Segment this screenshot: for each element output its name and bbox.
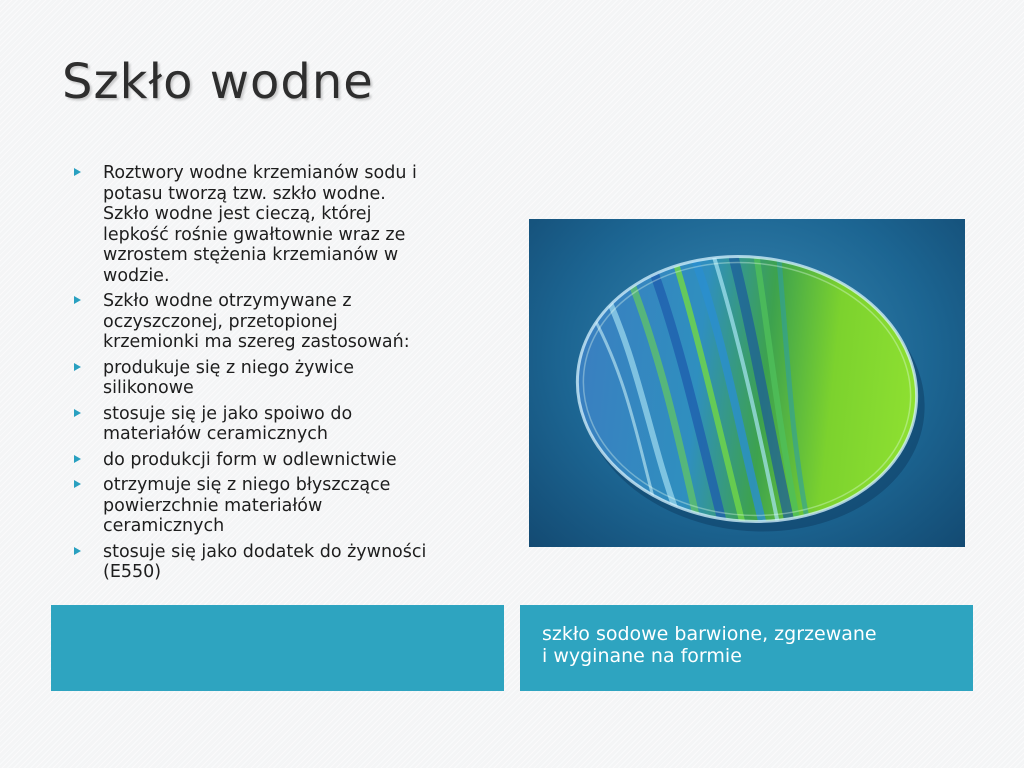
bullet-item [74,358,504,399]
arrow-bullet-icon [74,409,81,417]
bullet-line: stosuje się je jako spoiwo do [103,403,353,424]
bullet-text [103,163,504,286]
bullet-line: potasu tworzą tzw. szkło wodne. [103,183,386,204]
bullet-item [74,450,504,471]
bullet-line: produkuje się z niego żywice [103,357,354,378]
bullet-text [103,475,504,537]
bullet-line: lepkość rośnie gwałtownie wraz ze [103,224,406,245]
bullet-text [103,404,504,445]
bullet-line: silikonowe [103,378,194,398]
bullet-line: ceramicznych [103,516,225,536]
bullet-item [74,163,504,286]
bullet-text [103,450,504,471]
bullet-line: wzrostem stężenia krzemianów w [103,245,399,265]
bullet-line: powierzchnie materiałów [103,495,323,516]
bullet-line: Szkło wodne otrzymywane z [103,291,352,311]
bullet-line: stosuje się jako dodatek do żywności [103,541,427,562]
arrow-bullet-icon [74,480,81,488]
bullet-line: Roztwory wodne krzemianów sodu i [103,163,417,183]
bullet-line: krzemionki ma szereg zastosowań: [103,332,410,352]
glass-plate-photo [529,219,965,547]
bullet-item [74,475,504,537]
bullet-line: wodzie. [103,265,170,286]
bullet-item [74,404,504,445]
bullet-text [103,291,504,353]
bullet-line: oczyszczonej, przetopionej [103,311,338,332]
image-caption [542,623,962,667]
arrow-bullet-icon [74,547,81,555]
bullet-list [74,163,504,588]
bullet-item [74,291,504,353]
arrow-bullet-icon [74,168,81,176]
caption-line: szkło sodowe barwione, zgrzewane [542,623,877,645]
bullet-line: Szkło wodne jest cieczą, której [103,204,372,224]
arrow-bullet-icon [74,455,81,463]
caption-box-right [520,605,973,691]
bullet-line: materiałów ceramicznych [103,424,328,444]
arrow-bullet-icon [74,296,81,304]
bullet-item [74,542,504,583]
caption-box-left [51,605,504,691]
glass-plate-illustration [529,219,965,547]
bullet-line: do produkcji form w odlewnictwie [103,449,397,470]
bullet-line: otrzymuje się z niego błyszczące [103,475,391,495]
arrow-bullet-icon [74,363,81,371]
bullet-text [103,358,504,399]
slide-title: Szkło wodne [62,54,374,110]
bullet-text [103,542,504,583]
caption-line: i wyginane na formie [542,645,742,667]
bullet-line: (E550) [103,562,162,582]
